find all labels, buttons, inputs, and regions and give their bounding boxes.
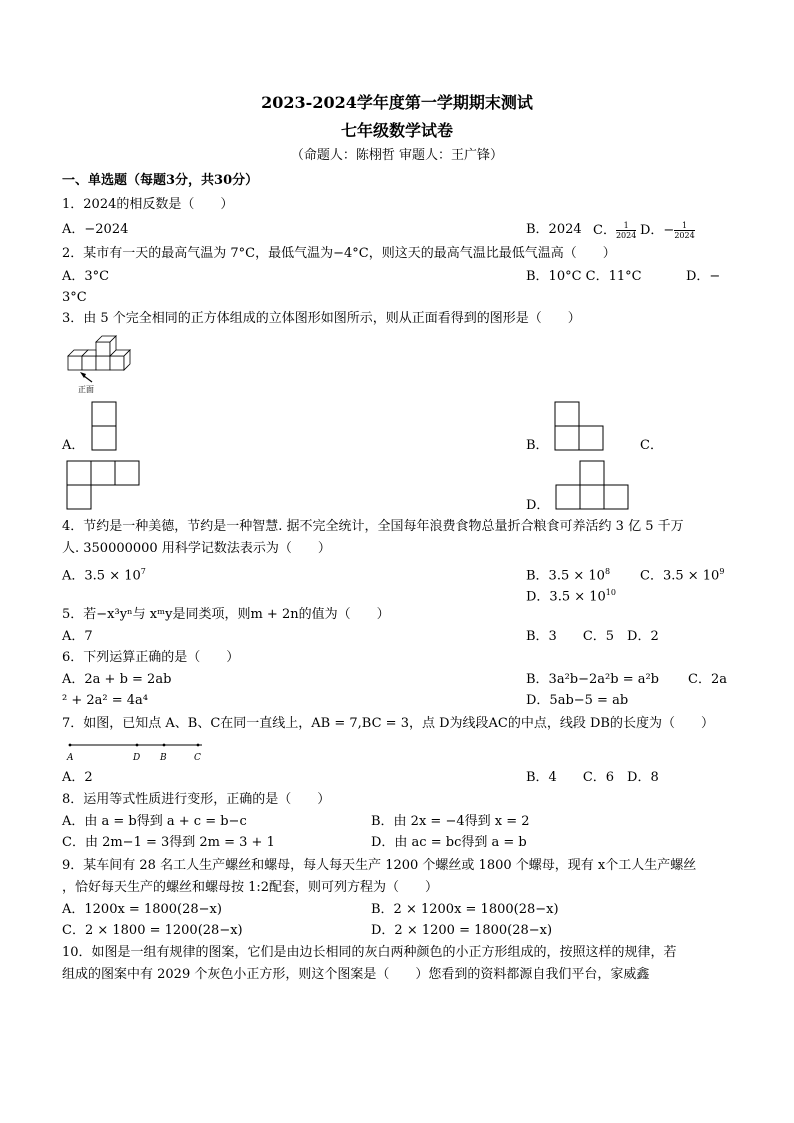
q9-option-c: C．2 × 1800 = 1200(28−x) xyxy=(62,923,243,938)
exam-subtitle: 七年级数学试卷 xyxy=(340,121,453,140)
q7-line-figure xyxy=(62,738,222,766)
q5-stem: 5．若−x³yⁿ与 xᵐy是同类项，则m + 2n的值为（ ） xyxy=(62,607,390,622)
q7-label-d: D xyxy=(133,753,141,763)
q6-stem: 6．下列运算正确的是（ ） xyxy=(62,650,240,665)
exam-title: 2023-2024学年度第一学期期末测试 xyxy=(261,93,533,112)
q4-option-c: C．$3.5 \times 10^9$ xyxy=(640,567,725,584)
q9-stem-line1: 9．某车间有 28 名工人生产螺丝和螺母，每人每天生产 1200 个螺丝或 1800 个螺母，现有 x个工人生产螺丝 xyxy=(62,858,697,873)
q3-front-label: 正面 xyxy=(78,385,94,394)
q3-option-c: C． xyxy=(640,438,663,453)
q7-stem: 7．如图，已知点 A、B、C在同一直线上，AB = 7,BC = 3，点 D为线段AC的中点，线段 DB的长度为（ ） xyxy=(62,716,714,731)
q8-option-d: D．由 ac = bc得到 a = b xyxy=(371,835,527,850)
q7-label-b: B xyxy=(160,753,167,763)
q7-point-d xyxy=(136,744,139,747)
q5-option-a: A．7 xyxy=(62,629,93,644)
q3-option-d-figure xyxy=(555,460,631,512)
q2-option-a: A．3°C xyxy=(62,269,110,284)
q3-option-a: A． xyxy=(62,438,85,453)
q10-stem-line2: 组成的图案中有 2029 个灰色小正方形，则这个图案是（ ）您看到的资料都源自我们平台，家威鑫 xyxy=(62,967,650,982)
section-heading: 一、单选题（每题3分，共30分） xyxy=(62,173,259,188)
q6-option-a: A．2a + b = 2ab xyxy=(62,672,172,687)
q7-label-c: C xyxy=(194,753,201,763)
q6-option-c-part2: ² + 2a² = 4a⁴ xyxy=(62,693,148,708)
q4-stem-line1: 4．节约是一种美德，节约是一种智慧. 据不完全统计，全国每年浪费食物总量折合粮食可养活约 3 亿 5 千万 xyxy=(62,519,684,534)
q3-option-d: D． xyxy=(526,498,550,513)
q8-stem: 8．运用等式性质进行变形，正确的是（ ） xyxy=(62,792,331,807)
q1-option-a: A．−2024 xyxy=(62,222,129,237)
q5-option-bcd: B．3 C．5 D．2 xyxy=(526,629,659,644)
q9-stem-line2: ，恰好每天生产的螺丝和螺母按 1:2配套，则可列方程为（ ） xyxy=(62,880,439,895)
q2-option-d-part2: 3°C xyxy=(62,290,87,305)
q6-option-c-part1: C．2a xyxy=(688,672,727,687)
q3-option-b: B． xyxy=(526,438,549,453)
q9-option-d: D．2 × 1200 = 1800(28−x) xyxy=(371,923,553,938)
q3-option-b-figure xyxy=(554,401,604,451)
q6-option-d: D．5ab−5 = ab xyxy=(526,693,629,708)
q7-point-b xyxy=(163,744,166,747)
q9-option-a: A．1200x = 1800(28−x) xyxy=(62,902,222,917)
q6-option-b: B．3a²b−2a²b = a²b xyxy=(526,672,659,687)
q10-stem-line1: 10．如图是一组有规律的图案，它们是由边长相同的灰白两种颜色的小正方形组成的，按照这样的规律，若 xyxy=(62,945,677,960)
q9-option-b: B．2 × 1200x = 1800(28−x) xyxy=(371,902,559,917)
q7-point-a xyxy=(69,744,72,747)
q2-option-bc: B．10°C C．11°C xyxy=(526,269,642,284)
q1-stem: 1．2024的相反数是（ ） xyxy=(62,197,234,212)
q4-option-a: A．$3.5 \times 10^7$ xyxy=(62,567,146,584)
q3-option-a-figure xyxy=(91,401,117,451)
q7-label-a: A xyxy=(67,753,74,763)
q7-option-a: A．2 xyxy=(62,770,93,785)
q1-option-d: D．− $\frac{1}{2024}$ xyxy=(640,221,695,240)
q2-stem: 2．某市有一天的最高气温为 7°C，最低气温为−4°C，则这天的最高气温比最低气温高（ ） xyxy=(62,246,616,261)
q7-point-c xyxy=(197,744,200,747)
q1-option-c: C． $\frac{1}{2024}$ xyxy=(593,221,637,240)
q4-option-d: D．$3.5 \times 10^{10}$ xyxy=(526,588,616,605)
exam-authors: （命题人：陈栩哲 审题人：王广锋） xyxy=(290,148,504,163)
q7-option-bcd: B．4 C．6 D．8 xyxy=(526,770,659,785)
q4-option-b: B．$3.5 \times 10^8$ xyxy=(526,567,611,584)
q1-option-b: B．2024 xyxy=(526,222,582,237)
q3-stem: 3．由 5 个完全相同的正方体组成的立体图形如图所示，则从正面看得到的图形是（ ） xyxy=(62,311,581,326)
q2-option-d-part1: D．− xyxy=(686,269,721,284)
q3-cube-figure xyxy=(62,330,142,400)
q4-stem-line2: 人. 350000000 用科学记数法表示为（ ） xyxy=(62,541,331,556)
q3-option-c-figure xyxy=(66,460,142,512)
q8-option-c: C．由 2m−1 = 3得到 2m = 3 + 1 xyxy=(62,835,275,850)
q8-option-a: A．由 a = b得到 a + c = b−c xyxy=(62,814,247,829)
q8-option-b: B．由 2x = −4得到 x = 2 xyxy=(371,814,530,829)
